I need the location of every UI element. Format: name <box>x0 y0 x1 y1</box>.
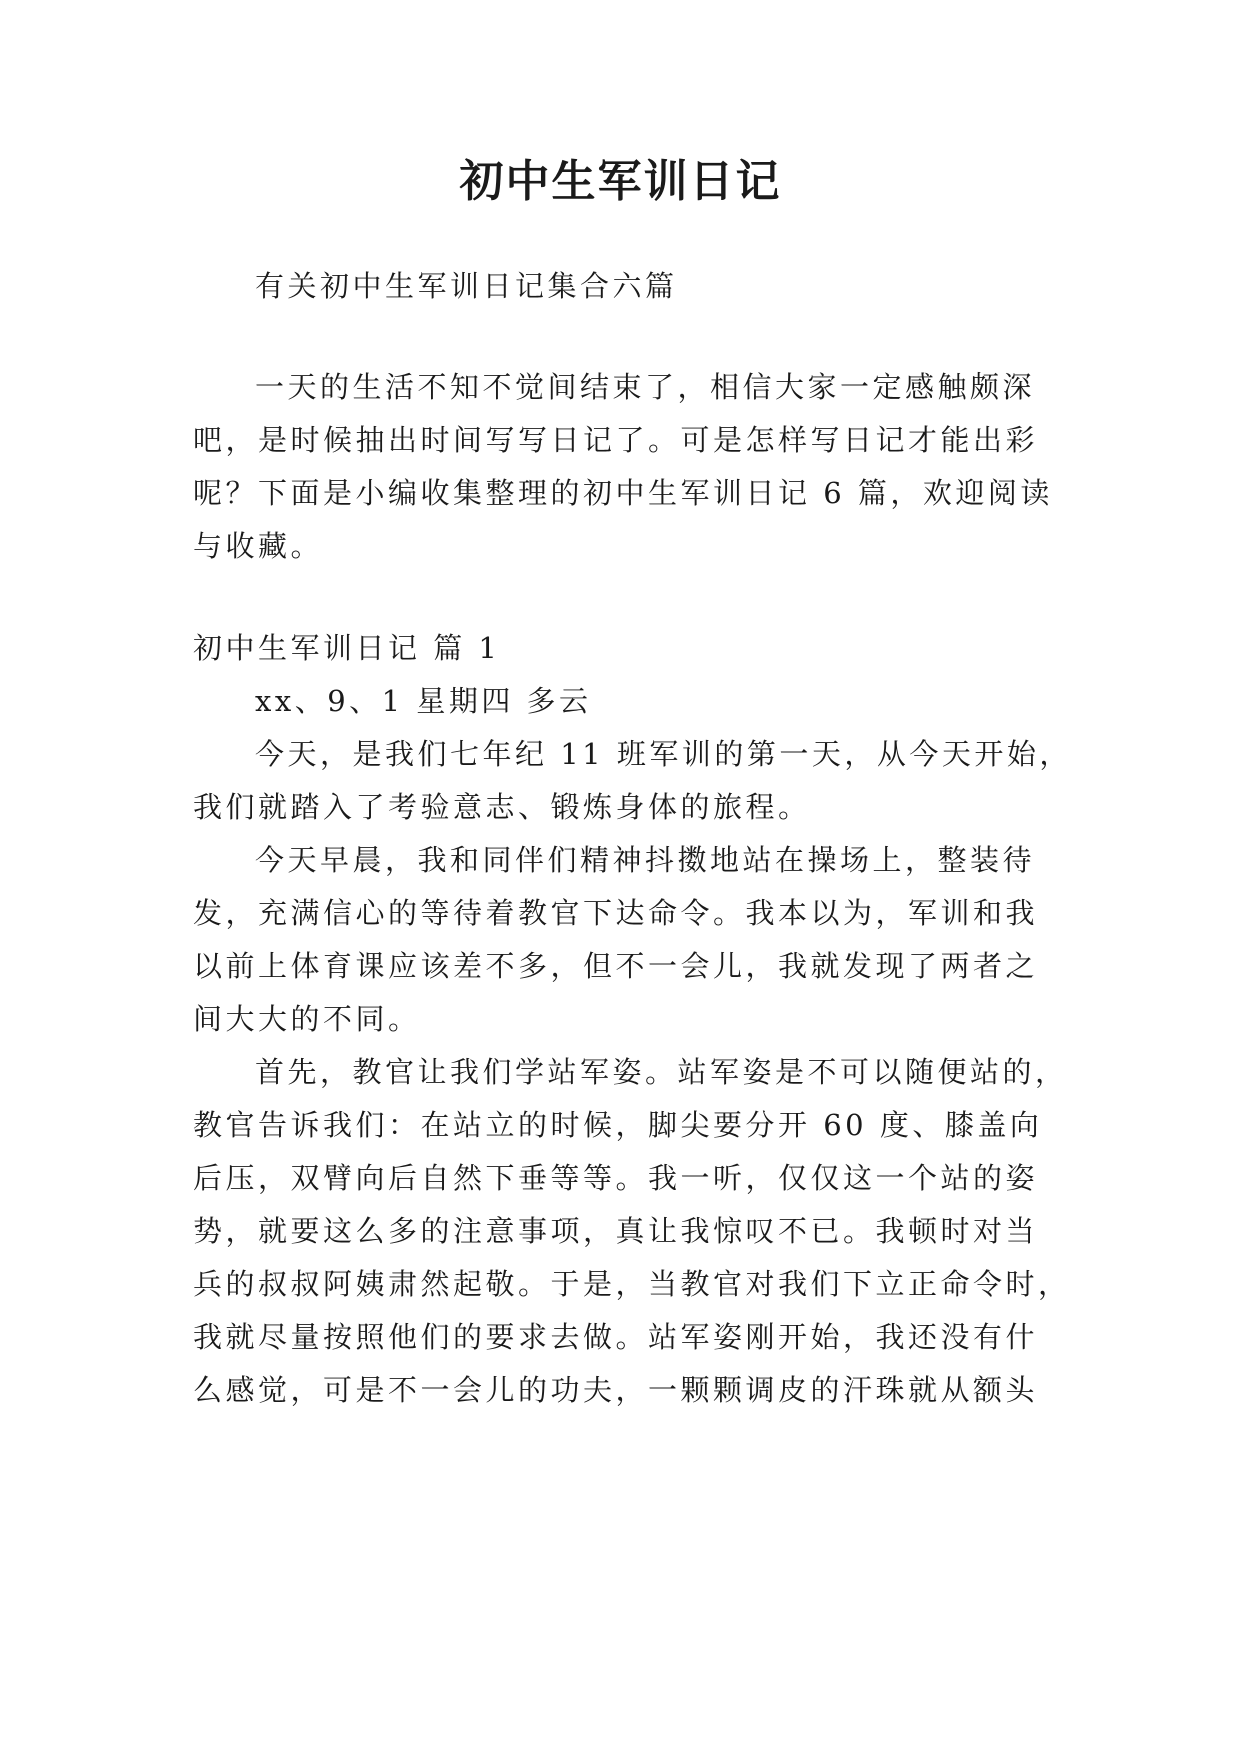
body-line: 我们就踏入了考验意志、锻炼身体的旅程。 <box>193 790 811 824</box>
body-line: 以前上体育课应该差不多，但不一会儿，我就发现了两者之 <box>193 949 1039 983</box>
body-line: 间大大的不同。 <box>193 1002 421 1036</box>
section-heading: 初中生军训日记 篇 1 <box>193 631 501 665</box>
body-line: 势，就要这么多的注意事项，真让我惊叹不已。我顿时对当 <box>193 1214 1039 1248</box>
body-line: 发，充满信心的等待着教官下达命令。我本以为，军训和我 <box>193 896 1039 930</box>
body-line: 我就尽量按照他们的要求去做。站军姿刚开始，我还没有什 <box>193 1320 1039 1354</box>
body-line: 今天，是我们七年纪 11 班军训的第一天，从今天开始， <box>255 737 1072 771</box>
body-line: 兵的叔叔阿姨肃然起敬。于是，当教官对我们下立正命令时， <box>193 1267 1071 1301</box>
document-subtitle: 有关初中生军训日记集合六篇 <box>255 269 678 303</box>
body-line: 教官告诉我们：在站立的时候，脚尖要分开 60 度、膝盖向 <box>193 1108 1043 1142</box>
intro-line: 吧，是时候抽出时间写写日记了。可是怎样写日记才能出彩 <box>193 423 1039 457</box>
date-line: xx、9、1 星期四 多云 <box>255 684 592 718</box>
intro-line: 呢？下面是小编收集整理的初中生军训日记 6 篇，欢迎阅读 <box>193 476 1053 510</box>
body-line: 今天早晨，我和同伴们精神抖擞地站在操场上，整装待 <box>255 843 1036 877</box>
body-line: 首先，教官让我们学站军姿。站军姿是不可以随便站的， <box>255 1055 1068 1089</box>
intro-line: 与收藏。 <box>193 529 324 563</box>
body-line: 么感觉，可是不一会儿的功夫，一颗颗调皮的汗珠就从额头 <box>193 1373 1039 1407</box>
body-line: 后压，双臂向后自然下垂等等。我一听，仅仅这一个站的姿 <box>193 1161 1039 1195</box>
intro-line: 一天的生活不知不觉间结束了，相信大家一定感触颇深 <box>255 370 1036 404</box>
document-title: 初中生军训日记 <box>459 156 782 207</box>
